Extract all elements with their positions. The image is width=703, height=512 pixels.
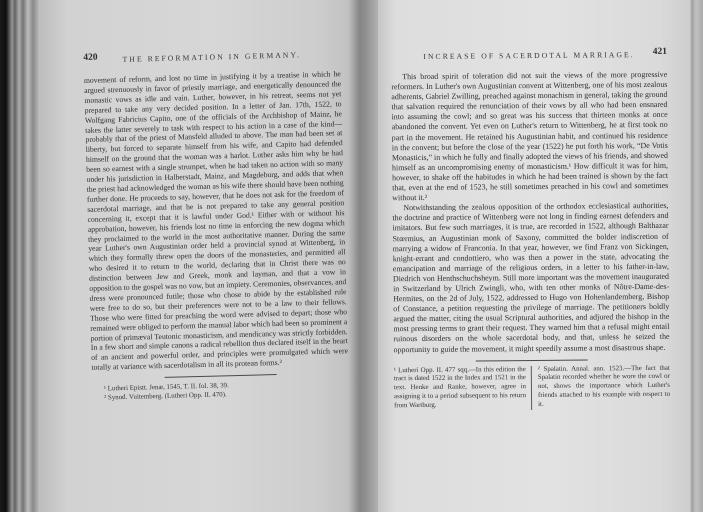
right-footnotes	[394, 364, 670, 410]
left-page-number: 420	[83, 52, 98, 63]
left-page	[40, 0, 355, 512]
right-page-edge	[690, 0, 703, 512]
left-footnote-rule	[164, 374, 276, 378]
right-body-paragraph-1: This broad spirit of toleration did not suit the views of the more progressive reformers. In Luther's own Augustinian convent at Wittenberg, one of his most zealous adherents, Gabriel Zwilling, preached against monachism in general, taking the ground that salvation required the renunciation of their vows by all who had been ensnared into assuming the cowl; and so great was his success that thirteen monks at once abandoned the convent. Yet even on Luther's return to Wittenberg, he at first took no part in the movement. He retained his Augustinian habit, and continued his residence in the convent; but before the close of the year (1522) he put forth his work, “De Votis Monasticis,” in which he fully and finally adopted the views of his friends, and showed himself as an uncompromising enemy of monasticism.¹ How difficult it was for him, however, to shake off the habitudes in which he had been trained is shown by the fact that, even at the end of 1523, he still sometimes preached in his cowl and sometimes without it.²	[391, 69, 669, 203]
book-fore-edge-stripes	[0, 0, 40, 512]
right-footnote-2: ² Spalatin. Annal. ann. 1523.—The fact that Spalatin recorded whether he wore the cowl or not, shows the importance which Luther's friends attached to his example with respect to it.	[531, 364, 670, 409]
left-footnote-1: ¹ Lutheri Epistt. Jenæ, 1545, T. II. fol. 38, 39.	[103, 382, 229, 393]
left-footnote-2: ² Synod. Vuitemberg. (Lutheri Opp. II. 470).	[104, 391, 227, 402]
right-page-header	[391, 47, 667, 63]
right-footnote-1: ¹ Lutheri Opp. II. 477 sqq.—In this edition the tract is dated 1522 in the Index and 1521 in the text. Henke and Ranke, however, agree in assigning it to a period subsequent to his return from Wartburg.	[393, 365, 527, 410]
left-page-header	[83, 46, 340, 67]
right-page	[378, 0, 690, 512]
right-page-number: 421	[652, 46, 668, 57]
left-body-text: movement of reform, and lost no time in justifying it by a treatise in which he argued strenuously in favor of priestly marriage, and energetically denounced the monastic vows as idle and vain. Luther, however, in his retreat, seems not yet prepared to take any very decided position. In a letter of Jan. 17th, 1522, to Wolfgang Fabricius Capito, one of the officials of the Archbishop of Mainz, he takes the latter severely to task with respect to his action in a case of the kind—probably that of the priest of Mansfeld alluded to above. The man had been set at liberty, but forced to separate himself from his wife, and Capito had defended himself on the ground that the woman was a harlot. Luther asks him why he had been so earnest with a single strumpet, when he had taken no action with so many under his jurisdiction in Halberstadt, Mainz, and Magdeburg, and adds that when the priest had acknowledged the woman as his wife there should have been nothing further done. He proceeds to say, however, that he does not ask for the freedom of sacerdotal marriage, and that he is not prepared to take any general position concerning it, except that it is lawful under God.¹ Either with or without his approbation, however, his friends lost no time in enforcing the new dogma which they proclaimed to the world in the most authoritative manner. During the same year Luther's own Augustinian order held a provincial synod at Wittenberg, in which they formally threw open the doors of the monasteries, and permitted all who desired it to return to the world, declaring that in Christ there was no distinction between Jew and Greek, monk and layman, and that a vow in opposition to the gospel was no vow, but an impiety. Ceremonies, observances, and dress were pronounced futile; those who chose to abide by the established rule were free to do so, but their preferences were not to be a law to their fellows. Those who were fitted for preaching the word were advised to depart; those who remained were obliged to perform the manual labor which had been so prominent a portion of primæval Teutonic monasticism, and mendicancy was strictly forbidden. In a few short and simple canons a radical rebellion thus declared itself in the heart of an ancient and powerful order, and principles were promulgated which were totally at variance with sacerdotalism in all its protean forms.²	[83, 69, 349, 373]
right-footnote-rule	[476, 359, 588, 361]
left-page-content	[40, 0, 355, 404]
right-page-content	[378, 0, 690, 411]
left-running-head: THE REFORMATION IN GERMANY.	[122, 50, 302, 64]
right-running-head: INCREASE OF SACERDOTAL MARRIAGE.	[423, 50, 635, 61]
right-body-paragraph-2: Notwithstanding the zealous opposition of the orthodox ecclesiastical authorities, the doctrine and practice of Wittenberg were not long in finding earnest defenders and imitators. But few such marriages, it is true, are recorded in 1522, although Balthazar Stœrmius, an Augustinian monk of Saxony, committed the bolder indiscretion of marrying a widow of Franconia. In that year, however, we find Franz von Sickingen, knight-errant and condottiero, who was then a power in the state, advocating the emancipation and marriage of the religious orders, in a letter to his father-in-law, Diedrich von Henthschuchsheym. Still more important was the movement inaugurated in Switzerland by Ulrich Zwingli, who, with ten other monks of Nôtre-Dame-des-Hermites, on the 2d of July, 1522, addressed to Hugo von Hohenlandemberg, Bishop of Constance, a petition requesting the privilege of marriage. The petitioners boldly argued the matter, citing the usual Scriptural authorities, and adjured the bishop in the most pressing terms to grant their request. They warned him that a refusal might entail ruinous disorders on the whole sacerdotal body, and that, unless he seized the opportunity to guide the movement, it might speedily assume a most disastrous shape.	[392, 201, 670, 354]
